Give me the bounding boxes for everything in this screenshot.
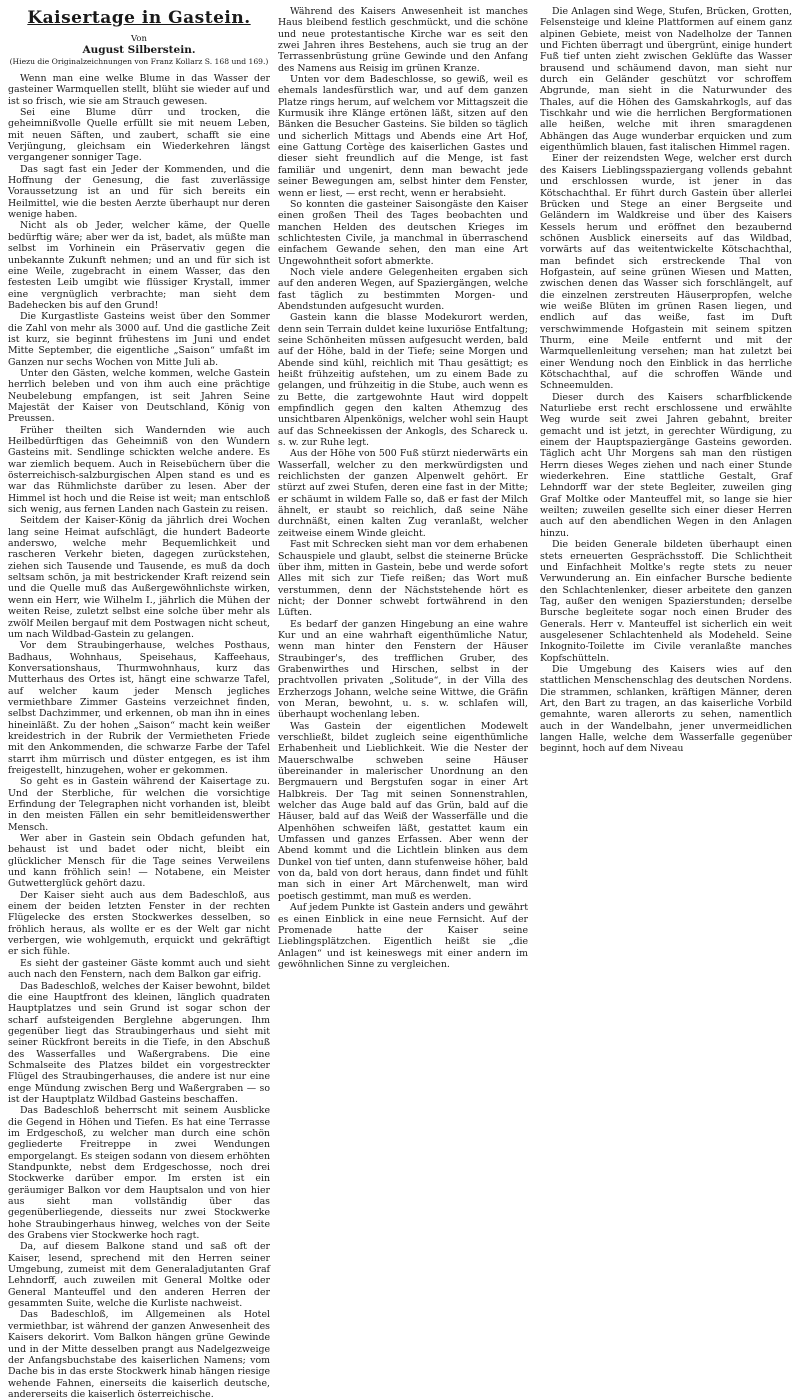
paragraph: Wenn man eine welke Blume in das Wasser der gasteiner Warmquellen stellt, blüht sie wieder auf und ist so frisch, wie sie am Strauch gewesen. <box>8 73 270 107</box>
article-column-3 <box>540 6 792 1231</box>
paragraph: Die beiden Generale bildeten überhaupt einen stets erneuerten Gesprächsstoff. Die Schlichtheit und Einfachheit Moltke's regte stets zu neuer Verwunderung an. Ein einfacher Bursche bediente den Schlachtenlenker, dieser arbeitete den ganzen Tag, außer den wenigen Spazierstunden; derselbe Bursche begleitete sogar noch einen Bruder des Generals. Herr v. Manteuffel ist sicherlich ein weit ausgelesener Schlachtenheld als Modeheld. Seine Inkognito-Toilette im Civile veranlaßte manches Kopfschütteln. <box>540 539 792 664</box>
paragraph: Aus der Höhe von 500 Fuß stürzt niederwärts ein Wasserfall, welcher zu den merkwürdigsten und reichlichsten der ganzen Alpenwelt gehört. Er stürzt auf zwei Stufen, deren eine fast in der Mitte; er schäumt in wildem Falle so, daß er fast der Milch ähnelt, er staubt so reichlich, daß seine Nähe durchnäßt, einen kalten Zug veranlaßt, welcher zeitweise einem Winde gleicht. <box>278 448 528 539</box>
paragraph: Früher theilten sich Wandernden wie auch Heilbedürftigen das Geheimniß von den Wundern Gasteins mit. Sendlinge schickten welche andere. Es war ziemlich bequem. Auch in Reisebüchern über die österreichisch-salzburgischen Alpen stand es und es war das Rühmlichste darüber zu lesen. Aber der Himmel ist hoch und die Reise ist weit; man entschloß sich wenig, aus fernen Landen nach Gastein zu reisen. <box>8 424 270 516</box>
paragraph: Das Badeschloß beherrscht mit seinem Ausblicke die Gegend in Höhen und Tiefen. Es hat eine Terrasse im Erdgeschoß, zu welcher man durch eine schön gegliederte Freitreppe in zwei Wendungen emporgelangt. Es steigen sodann von diesem erhöhten Standpunkte, nebst dem Erdgeschosse, noch drei Stockwerke darüber empor. Im ersten ist ein geräumiger Balkon vor dem Hauptsalon und von hier aus sieht man vollständig über das gegenüberliegende, diesseits nur zwei Stockwerke hohe Straubingerhaus hinweg, welches von der Seite des Grabens vier Stockwerke hoch ragt. <box>8 1105 270 1242</box>
paragraph: Fast mit Schrecken sieht man vor dem erhabenen Schauspiele und glaubt, selbst die steinerne Brücke über ihm, mitten in Gastein, bebe und werde sofort Alles mit sich zur Tiefe reißen; das Wort muß verstummen, denn der Nächststehende hört es nicht; der Donner schwebt fortwährend in den Lüften. <box>278 539 528 619</box>
paragraph: Wer aber in Gastein sein Obdach gefunden hat, behaust ist und badet oder nicht, bleibt ein glücklicher Mensch für die Tage seines Verweilens und kann fröhlich sein! — Notabene, ein Meister Gutwetterglück gehört dazu. <box>8 833 270 890</box>
paragraph: Vor dem Straubingerhause, welches Posthaus, Badhaus, Wohnhaus, Speisehaus, Kaffeehaus, Konversationshaus, Thurmwohnhaus, kurz das Mutterhaus des Ortes ist, hängt eine schwarze Tafel, auf welcher kaum jeder Mensch jegliches vermiethbare Zimmer Gasteins verzeichnet finden, selbst Dachzimmer, und erkennen, ob man ihn in eines hineinläßt. Zu der hohen „Saison“ macht kein weißer kreidestrich in der Rubrik der Vermietheten Friede mit den Ankommenden, die schwarze Farbe der Tafel starrt ihm mürrisch und düster entgegen, es ist ihm freigestellt, hinzugehen, woher er gekommen. <box>8 640 270 776</box>
paragraph: Die Kurgastliste Gasteins weist über den Sommer die Zahl von mehr als 3000 auf. Und die gastliche Zeit ist kurz, sie beginnt frühestens im Juni und endet Mitte September, die eigentliche „Saison“ umfaßt im Ganzen nur sechs Wochen von Mitte Juli ab. <box>8 311 270 368</box>
paragraph: Unten vor dem Badeschlosse, so gewiß, weil es ehemals landesfürstlich war, und auf dem ganzen Platze rings herum, auf welchem vor Mittagszeit die Kurmusik ihre Klänge ertönen läßt, sitzen auf den Bänken die Besucher Gasteins. Sie bilden so täglich und sicherlich Mittags und Abends eine Art Hof, eine Gattung Cortège des kaiserlichen Gastes und dieser sieht freundlich auf die Menge, ist fast familiär und ungenirt, denn man bewacht jede seiner Bewegungen am, selbst hinter dem Fenster, wenn er liest, — erst recht, wenn er herabsieht. <box>278 74 528 199</box>
byline-prefix: Von <box>131 34 147 44</box>
paragraph: Einer der reizendsten Wege, welcher erst durch des Kaisers Lieblingsspaziergang vollends gebahnt und erschlossen wurde, ist jener in das Kötschachthal. Er führt durch Gastein über allerlei Brücken und Stege an einer Bergseite und Geländern im Waldkreise und über des Kaisers Kessels herum und eröffnet den bezaubernd schönen Ausblick einerseits auf das Wildbad, vorwärts auf das weitentwickelte Kötschachthal, man befindet sich erstreckende Thal von Hofgastein, auf seine grünen Wiesen und Matten, zwischen denen das Wasser sich forschlängelt, auf die einzelnen zerstreuten Häuserpropfen, welche wie weiße Blüten im grünen Rasen liegen, und endlich auf das weiße, fast im Duft verschwimmende Hofgastein mit seinem spitzen Thurm, eine Meile entfernt und mit der Warmquellenleitung versehen; man hat zuletzt bei einer Wendung noch den Einblick in das herrliche Kötschachthal, auf die schroffen Wände und Schneemulden. <box>540 153 792 392</box>
column-2-body <box>278 6 528 970</box>
paragraph: Das sagt fast ein Jeder der Kommenden, und die Hoffnung der Genesung, die fast zuverlässige Voraussetzung ist an und für sich bereits ein Heilmittel, wie die besten Aerzte überhaupt nur deren wenige haben. <box>8 163 270 221</box>
paragraph: So konnten die gasteiner Saisongäste den Kaiser einen großen Theil des Tages beobachten und manchen Helden des deutschen Krieges im schlichtesten Civile, ja manchmal in überraschend einfachem Gewande sehen, den man eine Art Ungewohntheit sofort abmerkte. <box>278 198 528 267</box>
paragraph: Seitdem der Kaiser-König da jährlich drei Wochen lang seine Heimat aufschlägt, die hundert Badeorte anderswo, welche mehr Bequemlichkeit und rascheren Verkehr bieten, dagegen zurückstehen, ziehen sich Tausende und Tausende, es muß da doch seltsam schön, ja mit bestrickender Kraft reizend sein und die Quelle muß das Außergewöhnlichste wirken, wenn ein Herr, wie Wilhelm I., jährlich die Mühen der weiten Reise, zuletzt selbst eine solche über mehr als zwölf Meilen bergauf mit dem Postwagen nicht scheut, um nach Wildbad-Gastein zu gelangen. <box>8 515 270 640</box>
column-1-body <box>8 73 270 1400</box>
article-column-2 <box>278 6 528 1231</box>
article-title: Kaisertage in Gastein. <box>27 8 251 28</box>
paragraph: Was Gastein der eigentlichen Modewelt verschließt, bildet zugleich seine eigenthümliche Erhabenheit und Lieblichkeit. Wie die Nester der Mauerschwalbe schweben seine Häuser übereinander in malerischer Unordnung an den Bergmauern und Bergstufen sogar in einer Art Halbkreis. Der Tag mit seinen Sonnenstrahlen, welcher das Auge bald auf das Grün, bald auf die Häuser, bald auf das Weiß der Wasserfälle und die Alpenhöhen schweifen läßt, gestattet kaum ein Umfassen und ganzes Erfassen. Aber wenn der Abend kommt und die Lichtlein blinken aus dem Dunkel von tief unten, dann stufenweise höher, bald von da, bald von dort heraus, dann findet und fühlt man sich in einer Art Märchenwelt, man wird poetisch gestimmt, man muß es werden. <box>278 720 528 902</box>
paragraph: So geht es in Gastein während der Kaisertage zu. Und der Sterbliche, für welchen die vorsichtige Erfindung der Telegraphen nicht vorhanden ist, bleibt in den meisten Fällen ein sehr bemitleidenswerther Mensch. <box>8 776 270 833</box>
paragraph: Es bedarf der ganzen Hingebung an eine wahre Kur und an eine wahrhaft eigenthümliche Natur, wenn man hinter den Fenstern der Häuser Straubinger's, des trefflichen Gruber, des Grabenwirthes und Hirschen, selbst in der prachtvollen privaten „Solitude“, in der Villa des Erzherzogs Johann, welche seine Wittwe, die Gräfin von Meran, bewohnt, u. s. w. schlafen will, überhaupt wochenlang leben. <box>278 618 528 721</box>
paragraph: Der Kaiser sieht auch aus dem Badeschloß, aus einem der beiden letzten Fenster in der rechten Flügelecke des ersten Stockwerkes desselben, so fröhlich heraus, als wollte er es der Welt gar nicht verbergen, wie wohlgemuth, erquickt und gekräftigt er sich fühle. <box>8 889 270 958</box>
paragraph: Gastein kann die blasse Modekurort werden, denn sein Terrain duldet keine luxuriöse Entfaltung; seine Schönheiten müssen aufgesucht werden, bald auf der Höhe, bald in der Tiefe; seine Morgen und Abende sind kühl, reichlich mit Thau gesättigt; es heißt frühzeitig aufstehen, um zu einem Bade zu gelangen, und frühzeitig in die Stube, auch wenn es zu Bette, die zartgewohnte Haut wird doppelt empfindlich gegen den kalten Athemzug des unsichtbaren Alpenkönigs, welcher wohl sein Haupt auf das Schneekissen der Ankogls, des Schareck u. s. w. zur Ruhe legt. <box>278 312 528 449</box>
paragraph: Die Anlagen sind Wege, Stufen, Brücken, Grotten, Felsensteige und kleine Plattformen auf einem ganz alpinen Gebiete, meist von Nadelholze der Tannen und Fichten überragt und übergrünt, einige hundert Fuß tief unten zieht zwischen Geklüfte das Wasser brausend und schäumend davon, man sieht nur durch ein Geländer geschützt vor schroffem Abgrunde, man sieht in die Naturwunder des Thales, auf die Höhen des Gamskahrkogls, auf das Tischkahr und wie die herrlichen Bergformationen alle heißen, welche mit ihren smaragdenen Abhängen das Auge wunderbar erquicken und zum eigenthümlich blauen, fast italischen Himmel ragen. <box>540 6 792 154</box>
paragraph: Das Badeschloß, im Allgemeinen als Hotel vermiethbar, ist während der ganzen Anwesenheit des Kaisers dekorirt. Vom Balkon hängen grüne Gewinde und in der Mitte desselben prangt aus Nadelgezweige der Anfangsbuchstabe des kaiserlichen Namens; vom Dache bis in das erste Stockwerk hinab hängen riesige wehende Fahnen, einerseits die kaiserlich deutsche, andererseits die kaiserlich österreichische. <box>8 1309 270 1400</box>
article-author: August Silberstein. <box>82 44 196 56</box>
paragraph: Auf jedem Punkte ist Gastein anders und gewährt es einen Einblick in eine neue Fernsicht. Auf der Promenade hatte der Kaiser seine Lieblingsplätzchen. Eigentlich heißt sie „die Anlagen“ und ist keineswegs mit einer andern im gewöhnlichen Sinne zu vergleichen. <box>278 902 528 970</box>
paragraph: Während des Kaisers Anwesenheit ist manches Haus bleibend festlich geschmückt, und die schöne und neue protestantische Kirche war es seit den zwei Jahren ihres Bestehens, auch sie trug an der Terrassenbrüstung grüne Gewinde und den Anfang des Namens aus Reisig im grünen Kranze. <box>278 6 528 74</box>
paragraph: Noch viele andere Gelegenheiten ergaben sich auf den anderen Wegen, auf Spaziergängen, welche fast täglich zu bestimmten Morgen- und Abendstunden aufgesucht wurden. <box>278 266 528 312</box>
column-3-body <box>540 6 792 755</box>
paragraph: Nicht als ob Jeder, welcher käme, der Quelle bedürftig wäre; aber wer da ist, badet, als müßte man selbst im Vorhinein ein Präservativ gegen die unbekannte Zukunft nehmen; und an und für sich ist eine Weile, zugebracht in einem Wasser, das den festesten Leib umgibt wie flüssiger Krystall, immer eine vergnüglich verbrachte; man sieht dem Badehecken bis auf den Grund! <box>8 220 270 311</box>
article-column-1 <box>8 6 270 1400</box>
paragraph: Es sieht der gasteiner Gäste kommt auch und sieht auch nach den Fenstern, nach dem Balkon gar eifrig. <box>8 957 270 981</box>
paragraph: Das Badeschloß, welches der Kaiser bewohnt, bildet die eine Hauptfront des kleinen, länglich quadraten Hauptplatzes und sein Grund ist sogar schon der scharf aufsteigenden Berglehne abgerungen. Ihm gegenüber liegt das Straubingerhaus und sieht mit seiner Rückfront bereits in die Tiefe, in den Abschuß des Wasserfalles und Waßergrabens. Die eine Schmalseite des Platzes bildet ein vorgestreckter Flügel des Straubingerhauses, die andere ist nur eine enge Mündung zwischen Berg und Waßergraben — so ist der Hauptplatz Wildbad Gasteins beschaffen. <box>8 980 270 1105</box>
illustration-note: (Hiezu die Originalzeichnungen von Franz Kollarz S. 168 und 169.) <box>9 57 269 66</box>
paragraph: Dieser durch des Kaisers scharfblickende Naturliebe erst recht erschlossene und erwählte Weg wurde seit zwei Jahren gebahnt, breiter gemacht und ist jetzt, in gerechter Würdigung, zu einem der Hauptspaziergänge Gasteins geworden. Täglich acht Uhr Morgens sah man den rüstigen Herrn dieses Weges ziehen und nach einer Stunde wiederkehren. Eine stattliche Gestalt, Graf Lehndorff war der stete Begleiter, zuweilen ging Graf Moltke oder Manteuffel mit, so lange sie hier weilten; zuweilen gesellte sich einer dieser Herren auch auf den abendlichen Wegen in den Anlagen hinzu. <box>540 391 792 539</box>
paragraph: Da, auf diesem Balkone stand und saß oft der Kaiser, lesend, sprechend mit den Herren seiner Umgebung, zumeist mit dem Generaladjutanten Graf Lehndorff, auch zuweilen mit General Moltke oder General Manteuffel und den anderen Herren der gesammten Suite, welche die Kurliste nachweist. <box>8 1241 270 1310</box>
paragraph: Die Umgebung des Kaisers wies auf den stattlichen Menschenschlag des deutschen Nordens. Die strammen, schlanken, kräftigen Männer, deren Art, den Bart zu tragen, an das kaiserliche Vorbild gemahnte, waren allerorts zu sehen, namentlich auch in der Wandelbahn, jener unvermeidlichen langen Halle, welche dem Wasserfalle gegenüber beginnt, hoch auf dem Niveau <box>540 663 792 755</box>
paragraph: Unter den Gästen, welche kommen, welche Gastein herrlich beleben und von ihm auch eine prächtige Neubelebung empfangen, ist seit Jahren Seine Majestät der Kaiser von Deutschland, König von Preussen. <box>8 367 270 425</box>
paragraph: Sei eine Blume dürr und trocken, die geheimnißvolle Quelle erfüllt sie mit neuem Leben, mit neuen Säften, und zaubert, schafft sie eine Verjüngung, gleichsam ein Wiederkehren längst vergangener sonniger Tage. <box>8 107 270 164</box>
